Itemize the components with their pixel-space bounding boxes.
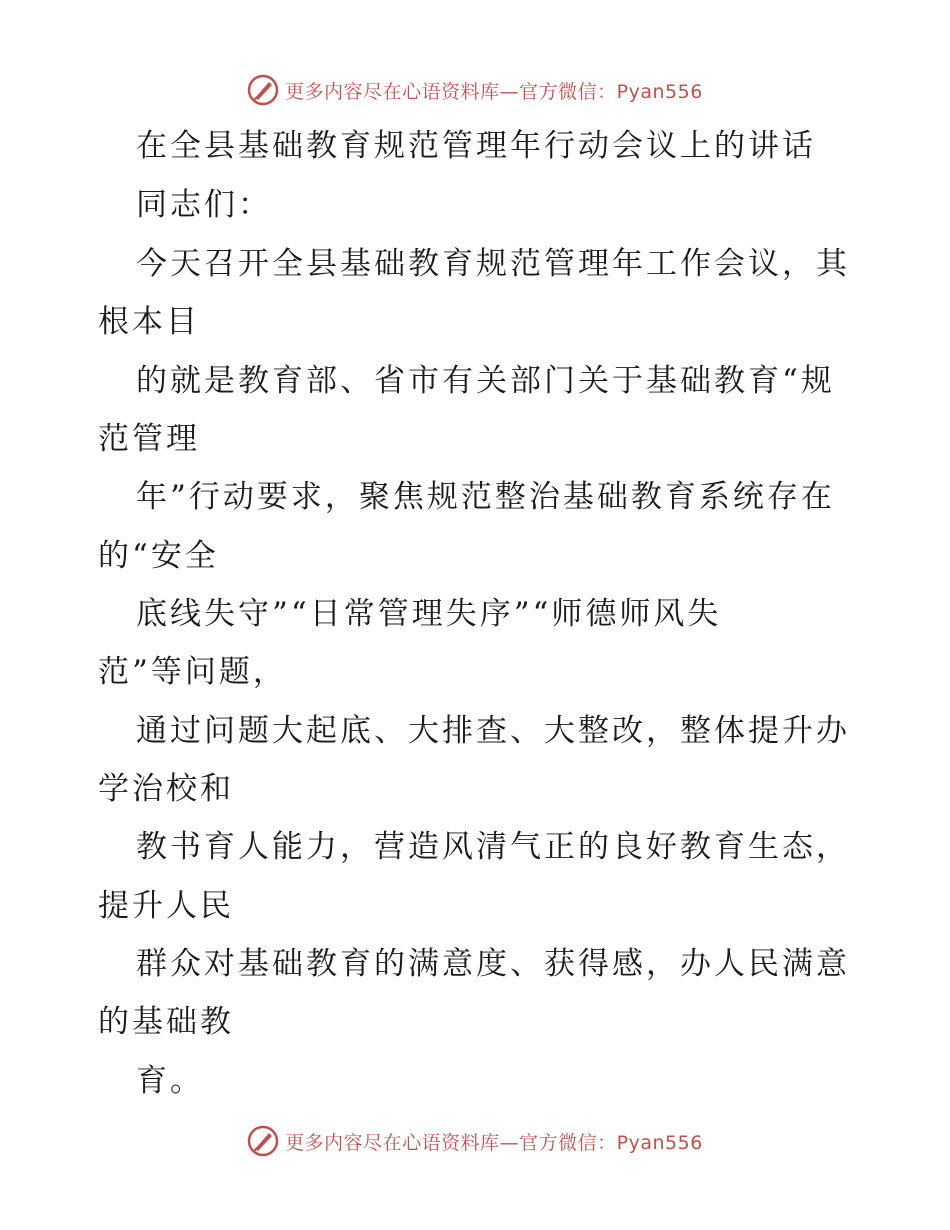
salutation: 同志们： [136,187,272,223]
paragraph-line: 通过问题大起底、大排查、大整改，整体提升办 [136,713,850,749]
document-title: 在全县基础教育规范管理年行动会议上的讲话 [136,128,816,164]
paragraph-line: 年”行动要求，聚焦规范整治基础教育系统存在 [136,479,835,515]
paragraph-line: 根本目 [98,304,200,340]
paragraph-line: 的就是教育部、省市有关部门关于基础教育“规 [136,363,835,399]
paragraph-line: 教书育人能力，营造风清气正的良好教育生态， [136,829,850,865]
paragraph-line: 今天召开全县基础教育规范管理年工作会议，其 [136,246,850,282]
paragraph-line: 的基础教 [98,1004,234,1040]
paragraph-line: 范管理 [98,421,200,457]
paragraph-line: 范”等问题， [98,654,287,690]
paragraph-line: 提升人民 [98,888,234,924]
paragraph-line: 育。 [136,1063,204,1099]
footer-banner-text: 更多内容尽在心语资料库—官方微信：Pyan556 [285,1131,703,1154]
quill-logo-icon [247,1125,279,1157]
paragraph-line: 学治校和 [98,771,234,807]
footer-banner [0,1121,950,1161]
paragraph-line: 群众对基础教育的满意度、获得感，办人民满意 [136,946,850,982]
paragraph-line: 的“安全 [98,538,219,574]
paragraph-line: 底线失守”“日常管理失序”“师德师风失 [136,596,722,632]
header-banner-text: 更多内容尽在心语资料库—官方微信：Pyan556 [285,80,703,103]
